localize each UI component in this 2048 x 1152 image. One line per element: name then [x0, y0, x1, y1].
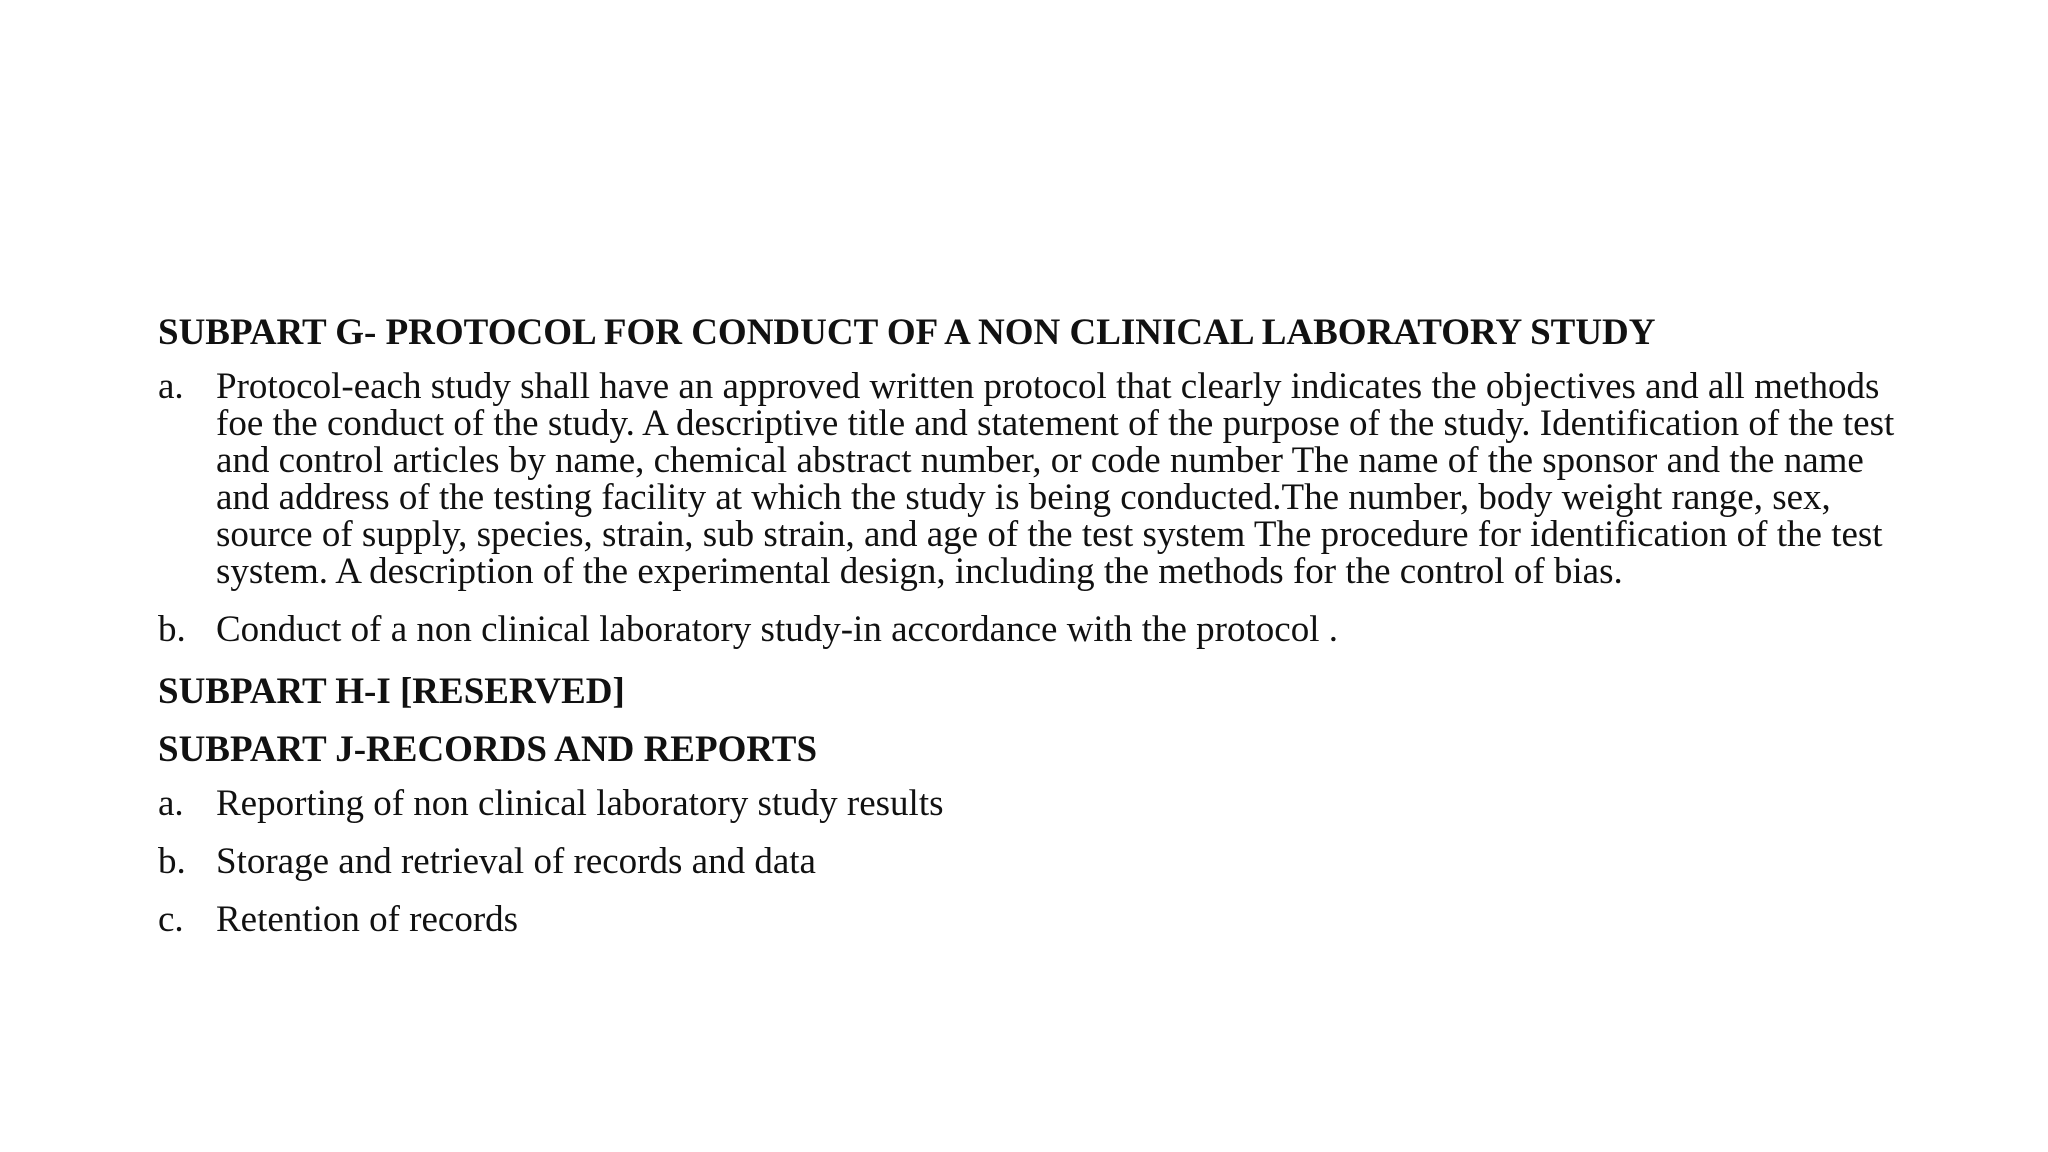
- list-item-text: Retention of records: [216, 899, 519, 940]
- list-item: [158, 785, 1918, 822]
- subpart-j-list: [158, 785, 1918, 938]
- list-item-text: Conduct of a non clinical laboratory study-in accordance with the protocol .: [216, 609, 1338, 650]
- subpart-g-list: [158, 368, 1918, 648]
- subpart-j-heading: SUBPART J-RECORDS AND REPORTS: [158, 729, 818, 770]
- list-item: [158, 611, 1918, 648]
- list-marker: a.: [158, 366, 184, 407]
- list-item-text: Protocol-each study shall have an approved written protocol that clearly indicates the objectives and all methods foe the conduct of the study. A descriptive title and statement of the purpose of the study. Identification of the test and control articles by name, chemical abstract number, or code number The name of the sponsor and the name and address of the testing facility at which the study is being conducted.The number, body weight range, sex, source of supply, species, strain, sub strain, and age of the test system The procedure for identification of the test system. A description of the experimental design, including the methods for the control of bias.: [216, 366, 1895, 592]
- list-item: [158, 843, 1918, 880]
- slide-content: [158, 310, 1918, 959]
- list-item-text: Storage and retrieval of records and data: [216, 841, 816, 882]
- subpart-hi-heading: SUBPART H-I [RESERVED]: [158, 671, 625, 712]
- list-item: [158, 901, 1918, 938]
- subpart-g-heading: SUBPART G- PROTOCOL FOR CONDUCT OF A NON CLINICAL LABORATORY STUDY: [158, 312, 1656, 353]
- list-marker: c.: [158, 899, 184, 940]
- list-item-text: Reporting of non clinical laboratory study results: [216, 783, 944, 824]
- list-item: [158, 368, 1918, 590]
- list-marker: b.: [158, 609, 186, 650]
- list-marker: b.: [158, 841, 186, 882]
- list-marker: a.: [158, 783, 184, 824]
